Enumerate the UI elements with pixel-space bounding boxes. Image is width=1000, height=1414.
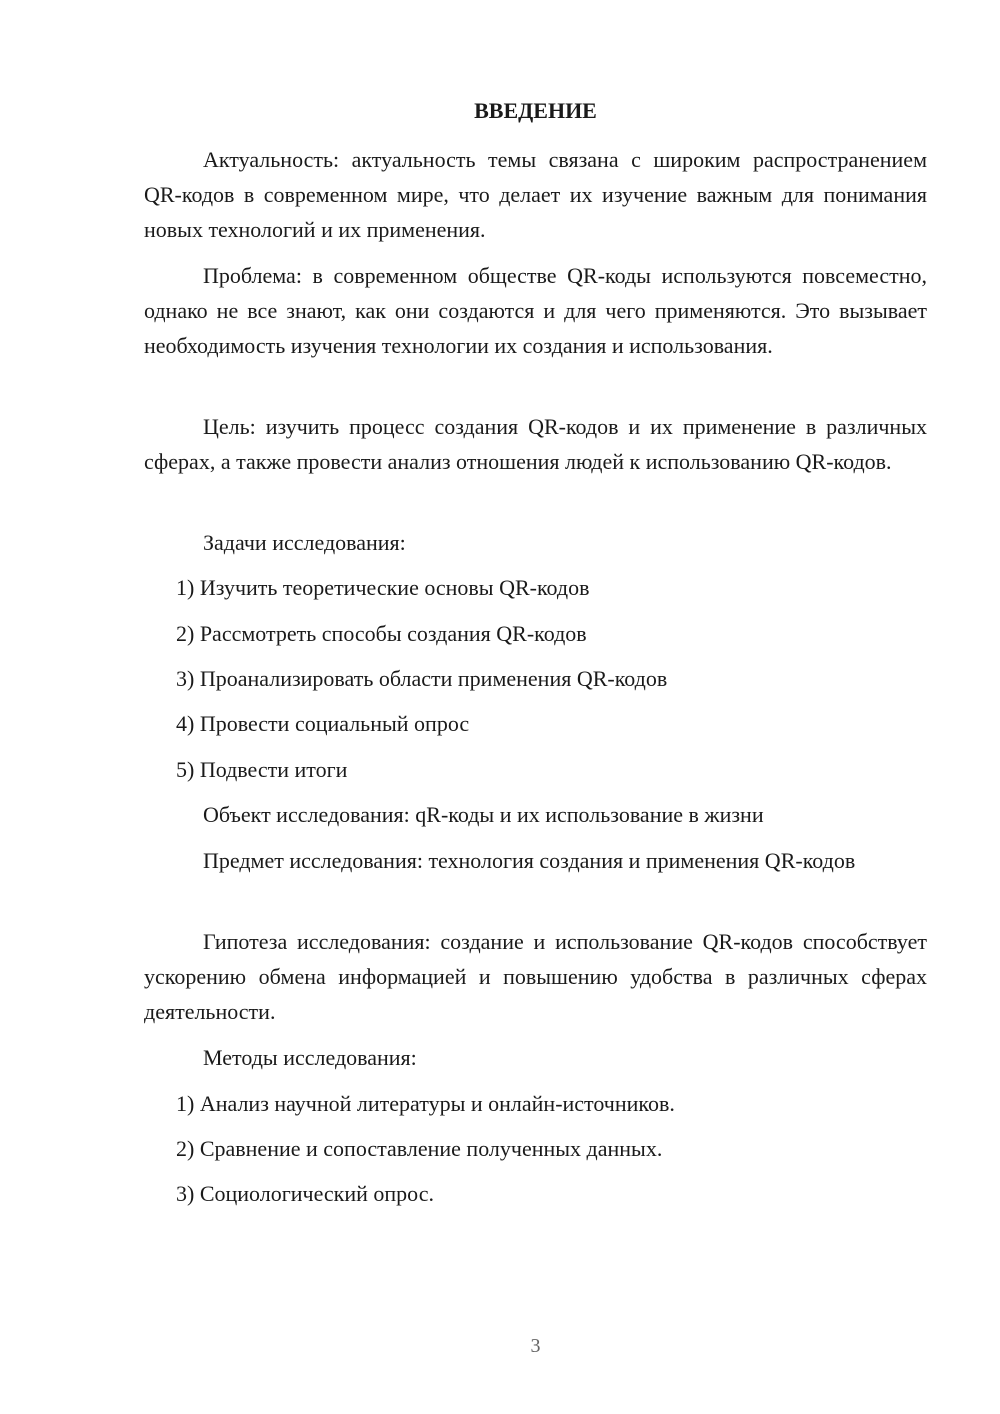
page-number: 3 bbox=[530, 1335, 541, 1357]
subject-paragraph: Предмет исследования: технология создания и применения QR-кодов bbox=[203, 848, 856, 873]
object-line: Объект исследования: qR-коды и их использование в жизни bbox=[203, 802, 764, 827]
method-item-2: 2) Сравнение и сопоставление полученных данных. bbox=[176, 1136, 663, 1161]
relevance-paragraph: Актуальность: актуальность темы связана с широким распространением QR-кодов в современном мире, что делает их изучение важным для понимания новых технологий и их применения. bbox=[144, 147, 927, 242]
task-item-2: 2) Рассмотреть способы создания QR-кодов bbox=[176, 621, 587, 646]
task-item-5: 5) Подвести итоги bbox=[176, 757, 348, 782]
task-item-1: 1) Изучить теоретические основы QR-кодов bbox=[176, 575, 590, 600]
tasks-heading: Задачи исследования: bbox=[203, 530, 406, 555]
document-page bbox=[144, 0, 927, 1414]
methods-heading: Методы исследования: bbox=[203, 1045, 417, 1070]
task-item-3: 3) Проанализировать области применения QR-кодов bbox=[176, 666, 668, 691]
page-title: ВВЕДЕНИЕ bbox=[474, 98, 597, 123]
problem-paragraph: Проблема: в современном обществе QR-коды используются повсеместно, однако не все знают, как они создаются и для чего применяются. Это вызывает необходимость изучения технологии их создания и использования. bbox=[144, 263, 927, 358]
goal-paragraph: Цель: изучить процесс создания QR-кодов и их применение в различных сферах, а также провести анализ отношения людей к использованию QR-кодов. bbox=[144, 414, 927, 474]
hypothesis-paragraph: Гипотеза исследования: создание и использование QR-кодов способствует ускорению обмена информацией и повышению удобства в различных сферах деятельности. bbox=[144, 929, 927, 1024]
task-item-4: 4) Провести социальный опрос bbox=[176, 711, 470, 736]
method-item-3: 3) Социологический опрос. bbox=[176, 1181, 434, 1206]
method-item-1: 1) Анализ научной литературы и онлайн-источников. bbox=[176, 1091, 675, 1116]
